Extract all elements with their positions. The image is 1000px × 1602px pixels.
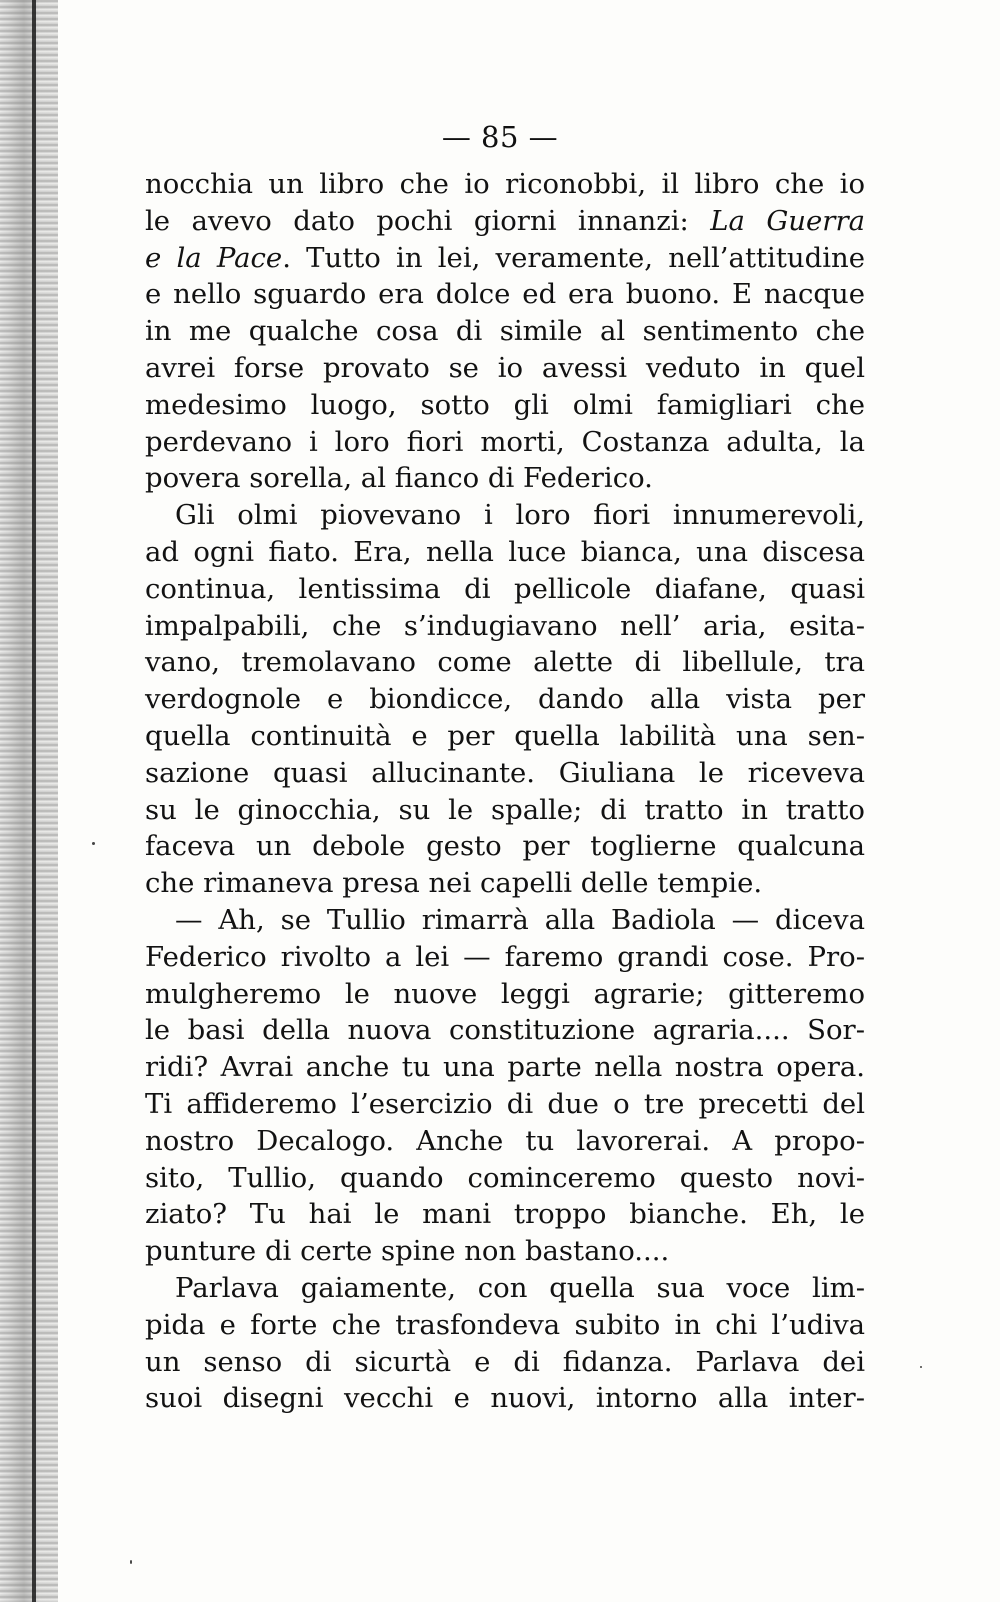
text-line: ridi? Avrai anche tu una parte nella nostra opera. (145, 1051, 865, 1084)
text-line: che rimaneva presa nei capelli delle tempie. (145, 867, 763, 900)
text-line: — Ah, se Tullio rimarrà alla Badiola — diceva (175, 903, 865, 936)
text-line: un senso di sicurtà e di fidanza. Parlava dei (145, 1345, 865, 1378)
text-line: verdognole e biondicce, dando alla vista per (145, 683, 865, 716)
ink-speck (92, 842, 95, 845)
text-line: suoi disegni vecchi e nuovi, intorno alla inter- (145, 1382, 865, 1415)
text-line: avrei forse provato se io avessi veduto in quel (145, 351, 865, 384)
text-line: nocchia un libro che io riconobbi, il libro che io (145, 168, 865, 200)
text-line: le basi della nuova constituzione agraria.... Sor- (145, 1014, 865, 1047)
page-gutter-shadow (0, 0, 58, 1602)
text-line: in me qualche cosa di simile al sentimento che (145, 315, 865, 348)
text-line: Ti affideremo l’esercizio di due o tre precetti del (145, 1087, 865, 1120)
text-line: vano, tremolavano come alette di libellule, tra (145, 646, 865, 679)
text-line: perdevano i loro fiori morti, Costanza adulta, la (145, 425, 865, 458)
text-line: ad ogni fiato. Era, nella luce bianca, una discesa (145, 535, 865, 568)
text-line: sazione quasi allucinante. Giuliana le riceveva (145, 756, 865, 789)
text-line: pida e forte che trasfondeva subito in chi l’udiva (145, 1308, 865, 1341)
text-line: sito, Tullio, quando cominceremo questo novi- (145, 1161, 865, 1194)
italic-title: La Guerra (710, 204, 865, 237)
text-line: mulgheremo le nuove leggi agrarie; gitteremo (145, 977, 865, 1010)
text-line: e la Pace. Tutto in lei, veramente, nell’attitudine (145, 241, 865, 274)
text-line: le avevo dato pochi giorni innanzi: La Guerra (145, 204, 865, 237)
text-line: povera sorella, al fianco di Federico. (145, 462, 653, 495)
text-line: punture di certe spine non bastano.... (145, 1235, 670, 1268)
text-line: faceva un debole gesto per toglierne qualcuna (145, 830, 865, 863)
text-line: su le ginocchia, su le spalle; di tratto in tratto (145, 793, 865, 826)
text-line: Gli olmi piovevano i loro fiori innumerevoli, (175, 499, 865, 532)
text-line: impalpabili, che s’indugiavano nell’ aria, esita- (145, 609, 865, 642)
italic-title: e la Pace (145, 241, 283, 274)
ink-speck (920, 1366, 922, 1368)
ink-speck (130, 1560, 132, 1564)
text-line: continua, lentissima di pellicole diafane, quasi (145, 572, 865, 605)
text-line: medesimo luogo, sotto gli olmi famigliari che (145, 388, 865, 421)
page-number: — 85 — (441, 120, 559, 154)
binding-edge (32, 0, 36, 1602)
body-text (145, 166, 865, 1417)
text-line: nostro Decalogo. Anche tu lavorerai. A propo- (145, 1124, 865, 1157)
text-line: Parlava gaiamente, con quella sua voce lim- (175, 1271, 865, 1304)
text-line: e nello sguardo era dolce ed era buono. E nacque (145, 278, 865, 311)
text-line: quella continuità e per quella labilità una sen- (145, 719, 865, 752)
text-line: Federico rivolto a lei — faremo grandi cose. Pro- (145, 940, 865, 973)
text-line: ziato? Tu hai le mani troppo bianche. Eh, le (145, 1198, 865, 1231)
